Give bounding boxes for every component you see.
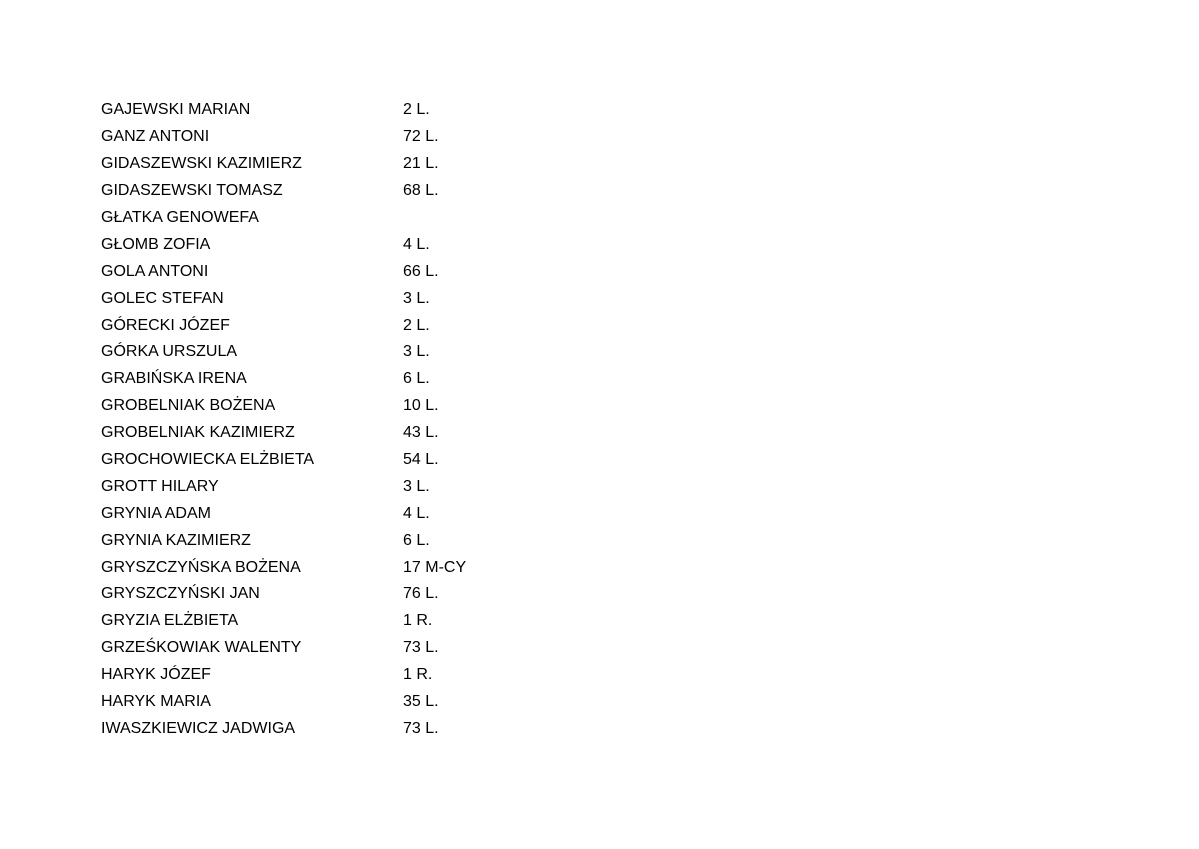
entry-name: GRABIŃSKA IRENA: [101, 370, 247, 388]
entry-age: 72 L.: [403, 128, 439, 146]
entry-age: 3 L.: [403, 477, 430, 495]
entry-name: GROCHOWIECKA ELŻBIETA: [101, 451, 315, 469]
entry-age: 6 L.: [403, 531, 430, 549]
entry-age: 21 L.: [403, 155, 439, 173]
entry-age: 43 L.: [403, 424, 439, 442]
list-item: [101, 205, 466, 232]
list-item: [101, 97, 466, 124]
entry-age: 76 L.: [403, 585, 439, 603]
entry-name: GROBELNIAK BOŻENA: [101, 397, 276, 415]
entry-age: 1 R.: [403, 666, 433, 684]
entry-name: GANZ ANTONI: [101, 128, 210, 146]
list-item: [101, 285, 466, 312]
entry-name: GŁOMB ZOFIA: [101, 235, 211, 253]
entry-name: IWASZKIEWICZ JADWIGA: [101, 719, 296, 737]
entry-name: GIDASZEWSKI TOMASZ: [101, 182, 283, 200]
list-item: [101, 689, 466, 716]
entry-name: GROBELNIAK KAZIMIERZ: [101, 424, 295, 442]
entry-name: GRZEŚKOWIAK WALENTY: [101, 639, 302, 657]
list-item: [101, 420, 466, 447]
entry-name: GROTT HILARY: [101, 477, 219, 495]
entry-name: HARYK MARIA: [101, 693, 211, 711]
entry-age: 66 L.: [403, 262, 439, 280]
entry-name: GRYZIA ELŻBIETA: [101, 612, 239, 630]
list-item: [101, 554, 466, 581]
entry-age: 10 L.: [403, 397, 439, 415]
list-item: [101, 608, 466, 635]
entry-age: 17 M-CY: [403, 558, 467, 576]
list-item: [101, 151, 466, 178]
entry-name: HARYK JÓZEF: [101, 666, 211, 684]
list-item: [101, 339, 466, 366]
list-item: [101, 447, 466, 474]
list-item: [101, 715, 466, 742]
list-item: [101, 178, 466, 205]
entry-name: GOLA ANTONI: [101, 262, 209, 280]
entry-age: 1 R.: [403, 612, 433, 630]
entry-name: GRYSZCZYŃSKA BOŻENA: [101, 558, 301, 576]
entry-age: 3 L.: [403, 289, 430, 307]
entry-age: 68 L.: [403, 182, 439, 200]
entry-age: 4 L.: [403, 235, 430, 253]
entry-name: GOLEC STEFAN: [101, 289, 224, 307]
entry-name: GRYSZCZYŃSKI JAN: [101, 585, 260, 603]
entry-name: GŁATKA GENOWEFA: [101, 209, 259, 226]
entry-age: 73 L.: [403, 719, 439, 737]
list-item: [101, 393, 466, 420]
entry-age: 35 L.: [403, 693, 439, 711]
list-item: [101, 662, 466, 689]
list-item: [101, 581, 466, 608]
entry-age: 2 L.: [403, 316, 430, 334]
entry-name: GIDASZEWSKI KAZIMIERZ: [101, 155, 302, 173]
entry-age: 4 L.: [403, 504, 430, 522]
list-item: [101, 527, 466, 554]
entry-name: GÓRKA URSZULA: [101, 343, 238, 361]
list-item: [101, 635, 466, 662]
list-item: [101, 258, 466, 285]
entry-age: 54 L.: [403, 451, 439, 469]
list-item: [101, 231, 466, 258]
entry-name: GAJEWSKI MARIAN: [101, 101, 251, 119]
list-item: [101, 473, 466, 500]
list-item: [101, 124, 466, 151]
list-item: [101, 500, 466, 527]
entry-name: GRYNIA KAZIMIERZ: [101, 531, 251, 549]
entry-name: GÓRECKI JÓZEF: [101, 316, 230, 334]
name-list: [101, 97, 466, 742]
entry-age: 73 L.: [403, 639, 439, 657]
list-item: [101, 312, 466, 339]
entry-age: 6 L.: [403, 370, 430, 388]
entry-name: GRYNIA ADAM: [101, 504, 211, 522]
list-item: [101, 366, 466, 393]
entry-age: 3 L.: [403, 343, 430, 361]
entry-age: 2 L.: [403, 101, 430, 119]
